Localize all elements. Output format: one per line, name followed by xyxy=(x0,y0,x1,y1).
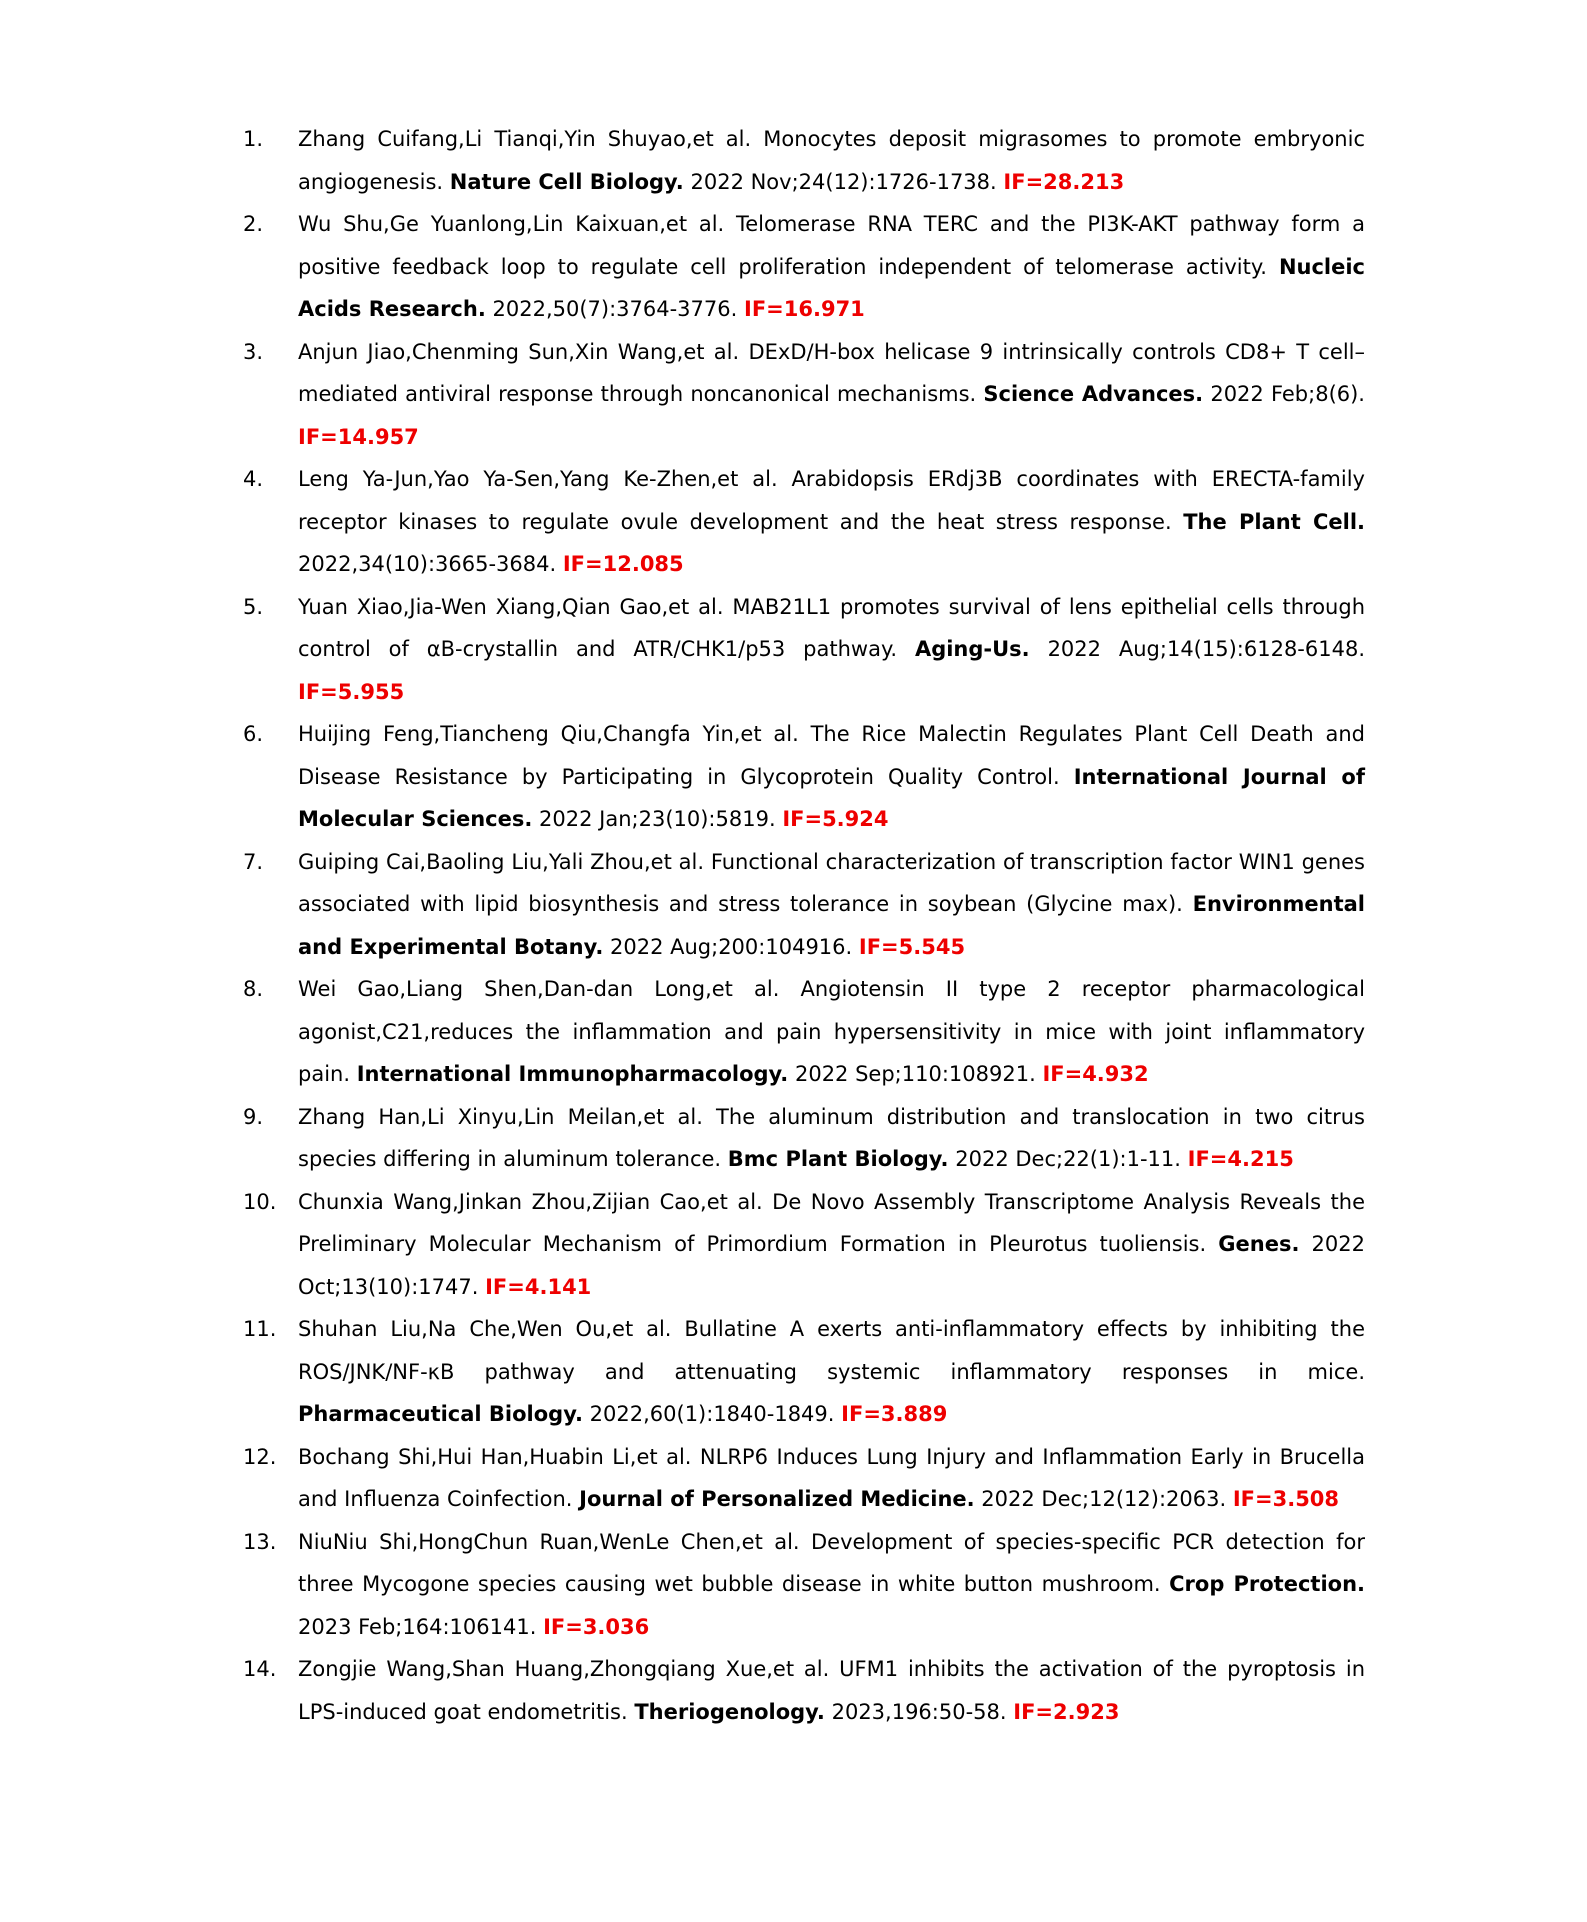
reference-text xyxy=(298,1436,1365,1521)
reference-item xyxy=(243,203,1365,331)
reference-item xyxy=(243,331,1365,459)
reference-item xyxy=(243,1521,1365,1649)
journal-name: Pharmaceutical Biology. xyxy=(298,1402,583,1426)
reference-citation: Wei Gao,Liang Shen,Dan-dan Long,et al. Angiotensin II type 2 receptor pharmacological agonist,C21,reduces the inflammation and pain hypersensitivity in mice with joint inflammatory pain. xyxy=(298,977,1365,1086)
reference-text xyxy=(298,118,1365,203)
reference-item xyxy=(243,1436,1365,1521)
reference-number: 11. xyxy=(243,1317,277,1341)
journal-name: Environmental and Experimental Botany. xyxy=(298,892,1365,959)
journal-name: Bmc Plant Biology. xyxy=(727,1147,949,1171)
reference-number: 13. xyxy=(243,1529,277,1554)
reference-number: 8. xyxy=(243,977,264,1001)
journal-name: Aging-Us. xyxy=(914,637,1030,661)
impact-factor: IF=28.213 xyxy=(1003,169,1125,194)
reference-issue: 2022 Oct;13(10):1747. xyxy=(298,1232,1365,1299)
reference-number: 9. xyxy=(243,1104,264,1129)
reference-text xyxy=(298,331,1365,459)
reference-issue: 2022 Aug;14(15):6128-6148. xyxy=(1047,637,1366,661)
impact-factor: IF=12.085 xyxy=(562,552,684,576)
impact-factor: IF=14.957 xyxy=(298,424,419,449)
reference-number: 5. xyxy=(243,594,264,619)
reference-item xyxy=(243,968,1365,1096)
impact-factor: IF=5.955 xyxy=(298,679,405,704)
reference-item xyxy=(243,458,1365,586)
impact-factor: IF=5.924 xyxy=(782,807,889,831)
reference-text xyxy=(298,968,1365,1096)
journal-name: The Plant Cell. xyxy=(1183,509,1365,534)
reference-issue: 2023 Feb;164:106141. xyxy=(298,1614,537,1639)
reference-number: 6. xyxy=(243,722,264,746)
reference-citation: Guiping Cai,Baoling Liu,Yali Zhou,et al. Functional characterization of transcription factor WIN1 genes associated with lipid biosynthesis and stress tolerance in soybean (Glycine max). xyxy=(298,849,1365,916)
reference-text xyxy=(298,1308,1365,1436)
impact-factor: IF=4.141 xyxy=(485,1274,592,1299)
journal-name: Journal of Personalized Medicine. xyxy=(579,1487,975,1511)
reference-citation: Leng Ya-Jun,Yao Ya-Sen,Yang Ke-Zhen,et al. Arabidopsis ERdj3B coordinates with ERECTA-family receptor kinases to regulate ovule development and the heat stress response. xyxy=(298,467,1365,534)
impact-factor: IF=3.889 xyxy=(841,1402,948,1426)
impact-factor: IF=5.545 xyxy=(858,934,966,959)
journal-name: Theriogenology. xyxy=(634,1699,825,1724)
journal-name: International Journal of Molecular Sciences. xyxy=(298,764,1365,831)
reference-number: 3. xyxy=(243,339,264,364)
reference-item xyxy=(243,1181,1365,1309)
reference-issue: 2022 Aug;200:104916. xyxy=(610,934,853,959)
reference-citation: Zhang Cuifang,Li Tianqi,Yin Shuyao,et al. Monocytes deposit migrasomes to promote embryonic angiogenesis. xyxy=(298,127,1365,194)
reference-text xyxy=(298,713,1365,841)
reference-number: 14. xyxy=(243,1657,277,1681)
journal-name: Genes. xyxy=(1218,1232,1300,1256)
journal-name: Nucleic Acids Research. xyxy=(298,254,1365,321)
reference-item xyxy=(243,1308,1365,1436)
reference-citation: Anjun Jiao,Chenming Sun,Xin Wang,et al. DExD/H-box helicase 9 intrinsically controls CD8+ T cell–mediated antiviral response through noncanonical mechanisms. xyxy=(298,339,1365,406)
reference-citation: NiuNiu Shi,HongChun Ruan,WenLe Chen,et al. Development of species-specific PCR detection for three Mycogone species causing wet bubble disease in white button mushroom. xyxy=(298,1529,1365,1596)
reference-citation: Wu Shu,Ge Yuanlong,Lin Kaixuan,et al. Telomerase RNA TERC and the PI3K-AKT pathway form a positive feedback loop to regulate cell proliferation independent of telomerase activity. xyxy=(298,212,1365,279)
journal-name: Crop Protection. xyxy=(1169,1572,1365,1596)
reference-issue: 2022 Dec;22(1):1-11. xyxy=(955,1147,1181,1171)
reference-issue: 2022,60(1):1840-1849. xyxy=(589,1402,835,1426)
reference-item xyxy=(243,841,1365,969)
reference-text xyxy=(298,1181,1365,1309)
reference-number: 7. xyxy=(243,849,264,874)
impact-factor: IF=2.923 xyxy=(1013,1699,1120,1724)
reference-number: 4. xyxy=(243,467,264,491)
reference-text xyxy=(298,458,1365,586)
reference-item xyxy=(243,713,1365,841)
reference-number: 1. xyxy=(243,127,264,151)
reference-text xyxy=(298,586,1365,714)
journal-name: Science Advances. xyxy=(983,382,1204,406)
reference-item xyxy=(243,118,1365,203)
impact-factor: IF=3.036 xyxy=(543,1614,650,1639)
journal-name: Nature Cell Biology. xyxy=(449,169,684,194)
journal-name: International Immunopharmacology. xyxy=(356,1062,789,1086)
reference-text xyxy=(298,841,1365,969)
impact-factor: IF=3.508 xyxy=(1232,1487,1340,1511)
reference-citation: Zhang Han,Li Xinyu,Lin Meilan,et al. The aluminum distribution and translocation in two citrus species differing in aluminum tolerance. xyxy=(298,1104,1365,1171)
impact-factor: IF=4.932 xyxy=(1042,1062,1149,1086)
reference-issue: 2022,34(10):3665-3684. xyxy=(298,552,557,576)
reference-citation: Huijing Feng,Tiancheng Qiu,Changfa Yin,et al. The Rice Malectin Regulates Plant Cell Death and Disease Resistance by Participating in Glycoprotein Quality Control. xyxy=(298,722,1365,789)
reference-text xyxy=(298,1096,1365,1181)
reference-issue: 2022 Sep;110:108921. xyxy=(794,1062,1036,1086)
reference-citation: Chunxia Wang,Jinkan Zhou,Zijian Cao,et al. De Novo Assembly Transcriptome Analysis Reveals the Preliminary Molecular Mechanism of Primordium Formation in Pleurotus tuoliensis. xyxy=(298,1189,1365,1256)
reference-text xyxy=(298,1521,1365,1649)
reference-citation: Yuan Xiao,Jia-Wen Xiang,Qian Gao,et al. MAB21L1 promotes survival of lens epithelial cells through control of αB-crystallin and ATR/CHK1/p53 pathway. xyxy=(298,594,1365,661)
reference-issue: 2022 Nov;24(12):1726-1738. xyxy=(690,169,997,194)
reference-number: 10. xyxy=(243,1189,277,1214)
impact-factor: IF=16.971 xyxy=(744,297,865,321)
reference-citation: Bochang Shi,Hui Han,Huabin Li,et al. NLRP6 Induces Lung Injury and Inflammation Early in Brucella and Influenza Coinfection. xyxy=(298,1444,1365,1511)
reference-issue: 2022 Jan;23(10):5819. xyxy=(539,807,776,831)
reference-issue: 2022 Dec;12(12):2063. xyxy=(981,1487,1227,1511)
impact-factor: IF=4.215 xyxy=(1187,1147,1294,1171)
reference-issue: 2022 Feb;8(6). xyxy=(1210,382,1365,406)
reference-number: 2. xyxy=(243,212,264,236)
reference-item xyxy=(243,586,1365,714)
reference-item xyxy=(243,1096,1365,1181)
reference-text xyxy=(298,203,1365,331)
reference-citation: Zongjie Wang,Shan Huang,Zhongqiang Xue,et al. UFM1 inhibits the activation of the pyroptosis in LPS-induced goat endometritis. xyxy=(298,1657,1365,1724)
reference-issue: 2023,196:50-58. xyxy=(831,1699,1007,1724)
reference-item xyxy=(243,1648,1365,1733)
reference-citation: Shuhan Liu,Na Che,Wen Ou,et al. Bullatine A exerts anti-inflammatory effects by inhibiting the ROS/JNK/NF-κB pathway and attenuating systemic inflammatory responses in mice. xyxy=(298,1317,1365,1384)
reference-text xyxy=(298,1648,1365,1733)
reference-issue: 2022,50(7):3764-3776. xyxy=(492,297,738,321)
reference-number: 12. xyxy=(243,1444,277,1469)
